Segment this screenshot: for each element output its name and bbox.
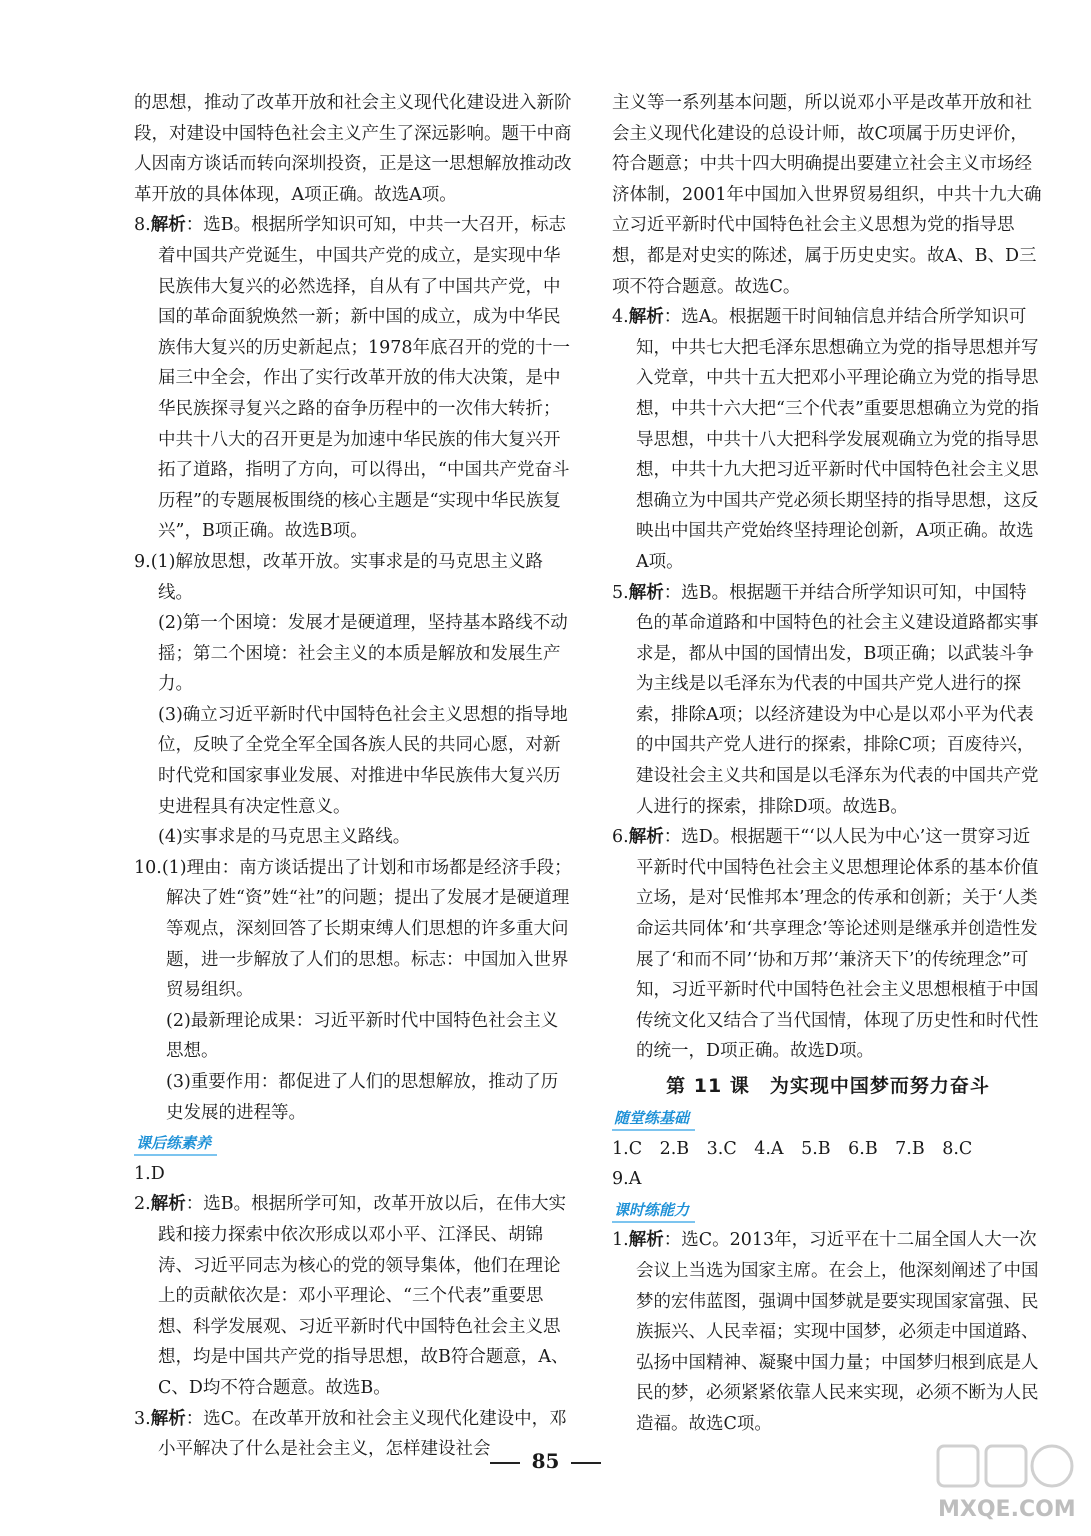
page-number-dash-left [490,1462,520,1464]
h1-answer [612,1225,1044,1439]
q2-tag: 解析 [150,1194,186,1215]
q8-tag: 解析 [150,215,186,236]
page-number-value: 85 [531,1449,560,1473]
q9-part2: (2)第一个困境：发展才是硬道理，坚持基本路线不动摇；第二个困境：社会主义的本质是解放和发展生产力。 [158,613,568,695]
answers-line-2: 9.A [612,1169,642,1190]
h1-number: 1. [612,1230,629,1251]
q2-text: ：选B。根据所学可知，改革开放以后，在伟大实践和接力探索中依次形成以邓小平、江泽民、胡锦涛、习近平同志为核心的党的领导集体，他们在理论上的贡献依次是：邓小平理论、“三个代表”重要思想、科学发展观、习近平新时代中国特色社会主义思想，均是中国共产党的指导思想，故B符合题意，A、C、D均不符合题意。故选B。 [158,1194,569,1398]
watermark-url: MXQE.COM [938,1497,1076,1522]
q3-number: 3. [134,1408,151,1429]
q9-part4: (4)实事求是的马克思主义路线。 [158,827,411,848]
q10-part3: (3)重要作用：都促进了人们的思想解放，推动了历史发展的进程等。 [166,1072,559,1123]
page-number-dash-right [571,1462,601,1464]
answers-line-1: 1.C 2.B 3.C 4.A 5.B 6.B 7.B 8.C [612,1138,973,1159]
q2-answer [134,1189,574,1403]
q2-number: 2. [134,1194,151,1215]
left-column [134,88,574,1465]
q6-text: ：选D。根据题干“‘以人民为中心’这一贯穿习近平新时代中国特色社会主义思想理论体系的基本价值立场，是对‘民惟邦本’理念的传承和创新；关于‘人类命运共同体’和‘共享理念’等论述则是继承并创造性发展了‘和而不同’‘协和万邦’‘兼济天下’的传统理念”可知，习近平新时代中国特色社会主义思想根植于中国传统文化又结合了当代国情，体现了历史性和时代性的统一，D项正确。故选D项。 [636,827,1039,1062]
q5-text: ：选B。根据题干并结合所学知识可知，中国特色的革命道路和中国特色的社会主义建设道路都实事求是，都从中国的国情出发，B项正确；以武装斗争为主线是以毛泽东为代表的中国共产党人进行的探索，排除A项；以经济建设为中心是以邓小平为代表的中国共产党人进行的探索，排除C项；百废待兴，建设社会主义共和国是以毛泽东为代表的中国共产党人进行的探索，排除D项。故选B。 [636,582,1039,817]
q6-tag: 解析 [628,827,664,848]
q3-tag: 解析 [150,1408,186,1429]
h1-tag: 解析 [628,1230,664,1251]
lesson-title: 第 11 课 为实现中国梦而努力奋斗 [666,1075,990,1097]
section-heading-after-class: 课后练素养 [134,1132,217,1156]
section-heading-per-hour: 课时练能力 [612,1199,695,1223]
q8-text: ：选B。根据所学知识可知，中共一大召开，标志着中国共产党诞生，中国共产党的成立，是实现中华民族伟大复兴的必然选择，自从有了中国共产党，中国的革命面貌焕然一新；新中国的成立，成为中华民族伟大复兴的历史新起点；1978年底召开的党的十一届三中全会，作出了实行改革开放的伟大决策，是中华民族探寻复兴之路的奋争历程中的一次伟大转折；中共十八大的召开更是为加速中华民族的伟大复兴开拓了道路，指明了方向，可以得出，“中国共产党奋斗历程”的专题展板围绕的核心主题是“实现中华民族复兴”，B项正确。故选B项。 [158,215,571,542]
q6-answer [612,822,1044,1067]
q5-tag: 解析 [628,582,664,603]
q4-number: 4. [612,307,629,328]
q9-answer [134,547,574,608]
page-number [0,1446,1091,1476]
q4-answer [612,302,1044,577]
left-intro: 的思想，推动了改革开放和社会主义现代化建设进入新阶段，对建设中国特色社会主义产生了深远影响。题干中商人因南方谈话而转向深圳投资，正是这一思想解放推动改革开放的具体体现，A项正确。故选A项。 [134,93,572,205]
answer-1: 1.D [134,1163,165,1184]
q5-number: 5. [612,582,629,603]
q4-tag: 解析 [628,307,664,328]
q9-part1: (1)解放思想，改革开放。实事求是的马克思主义路线。 [150,551,543,603]
q9-number: 9. [134,551,151,572]
q4-text: ：选A。根据题干时间轴信息并结合所学知识可知，中共七大把毛泽东思想确立为党的指导思想并写入党章，中共十五大把邓小平理论确立为党的指导思想，中共十六大把“三个代表”重要思想确立为党的指导思想，中共十八大把科学发展观确立为党的指导思想，中共十九大把习近平新时代中国特色社会主义思想确立为中国共产党必须长期坚持的指导思想，这反映出中国共产党始终坚持理论创新，A项正确。故选A项。 [636,307,1039,572]
q10-answer [134,853,574,1006]
right-column [612,88,1044,1440]
q10-part1: (1)理由：南方谈话提出了计划和市场都是经济手段；解决了姓“资”姓“社”的问题；提出了发展才是硬道理等观点，深刻回答了长期束缚人们思想的许多重大问题，进一步解放了人们的思想。标志：中国加入世界贸易组织。 [161,857,572,1001]
q9-part3: (3)确立习近平新时代中国特色社会主义思想的指导地位，反映了全党全军全国各族人民的共同心愿，对新时代党和国家事业发展、对推进中华民族伟大复兴历史进程具有决定性意义。 [158,704,568,817]
q10-part2: (2)最新理论成果：习近平新时代中国特色社会主义思想。 [166,1010,559,1062]
q10-number: 10. [134,857,162,878]
q8-number: 8. [134,215,151,236]
right-intro: 主义等一系列基本问题，所以说邓小平是改革开放和社会主义现代化建设的总设计师，故C项属于历史评价，符合题意；中共十四大明确提出要建立社会主义市场经济体制，2001年中国加入世界贸易组织，中共十九大确立习近平新时代中国特色社会主义思想为党的指导思想，都是对史实的陈述，属于历史史实。故A、B、D三项不符合题意。故选C。 [612,93,1042,297]
q8-answer [134,210,574,547]
q3-text: ：选C。在改革开放和社会主义现代化建设中，邓小平解决了什么是社会主义，怎样建设社会 [158,1408,567,1460]
q6-number: 6. [612,827,629,848]
q5-answer [612,578,1044,823]
section-heading-in-class: 随堂练基础 [612,1107,695,1131]
h1-text: ：选C。2013年，习近平在十二届全国人大一次会议上当选为国家主席。在会上，他深刻阐述了中国梦的宏伟蓝图，强调中国梦就是要实现国家富强、民族振兴、人民幸福；实现中国梦，必须走中国道路、弘扬中国精神、凝聚中国力量；中国梦归根到底是人民的梦，必须紧紧依靠人民来实现，必须不断为人民造福。故选C项。 [636,1230,1039,1434]
watermark-logo-icon [930,1440,1080,1530]
